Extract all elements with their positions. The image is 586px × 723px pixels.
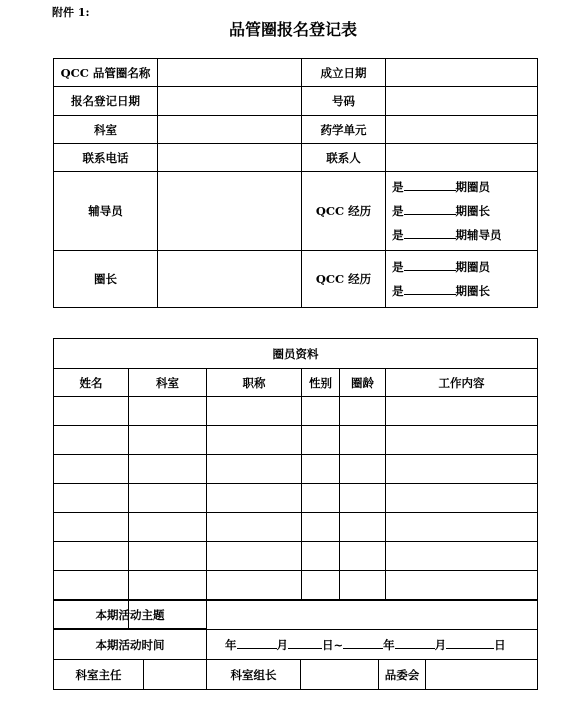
row-advisor (54, 172, 538, 251)
signoff-row (54, 660, 538, 690)
quality-committee-label: 品委会 (379, 660, 426, 690)
department-field[interactable] (158, 116, 302, 144)
advisor-exp-blank-3[interactable] (404, 228, 456, 239)
member-row (54, 426, 538, 455)
advisor-exp-line-3: 是 期辅导员 (392, 228, 502, 242)
basic-info-table (53, 58, 538, 308)
col-header-name: 姓名 (54, 369, 129, 397)
advisor-label: 辅导员 (54, 172, 158, 251)
leader-exp-line-1: 是 期圈员 (392, 260, 490, 274)
start-day-blank[interactable] (288, 638, 322, 649)
signoff-table (53, 659, 538, 690)
member-row (54, 513, 538, 542)
member-cell[interactable] (54, 397, 129, 426)
col-header-work-content: 工作内容 (386, 369, 538, 397)
member-cell[interactable] (207, 397, 302, 426)
col-header-gender: 性别 (302, 369, 340, 397)
activity-time-label: 本期活动时间 (54, 630, 207, 660)
register-date-label: 报名登记日期 (54, 87, 158, 116)
member-cell[interactable] (386, 455, 538, 484)
activity-time-field: 年 月 日~ 年 月 日 (207, 630, 538, 660)
member-cell[interactable] (302, 542, 340, 571)
qcc-name-label: QCC 品管圈名称 (54, 59, 158, 87)
dept-head-label: 科室主任 (54, 660, 144, 690)
members-section-row (54, 339, 538, 369)
register-date-field[interactable] (158, 87, 302, 116)
row-register-date (54, 87, 538, 116)
members-header-row (54, 369, 538, 397)
phone-label: 联系电话 (54, 144, 158, 172)
advisor-exp-blank-1[interactable] (404, 180, 456, 191)
member-cell[interactable] (386, 542, 538, 571)
member-cell[interactable] (207, 513, 302, 542)
leader-exp-blank-1[interactable] (404, 260, 456, 271)
col-header-title: 职称 (207, 369, 302, 397)
leader-experience (386, 251, 538, 308)
member-cell[interactable] (129, 397, 207, 426)
member-cell[interactable] (340, 571, 386, 600)
member-cell[interactable] (207, 426, 302, 455)
start-month-blank[interactable] (237, 638, 277, 649)
pharmacy-unit-field[interactable] (386, 116, 538, 144)
advisor-exp-line-1: 是 期圈员 (392, 180, 490, 194)
member-cell[interactable] (207, 484, 302, 513)
member-rows (54, 397, 538, 629)
member-cell[interactable] (302, 513, 340, 542)
member-cell[interactable] (129, 513, 207, 542)
member-cell[interactable] (386, 513, 538, 542)
member-row (54, 455, 538, 484)
member-cell[interactable] (54, 484, 129, 513)
member-cell[interactable] (340, 484, 386, 513)
member-cell[interactable] (129, 426, 207, 455)
advisor-exp-blank-2[interactable] (404, 204, 456, 215)
member-cell[interactable] (386, 484, 538, 513)
attachment-label: 附件 1: (52, 6, 90, 19)
founded-date-field[interactable] (386, 59, 538, 87)
leader-qcc-experience-label: QCC 经历 (302, 251, 386, 308)
member-cell[interactable] (302, 484, 340, 513)
member-row (54, 571, 538, 600)
member-cell[interactable] (386, 571, 538, 600)
member-cell[interactable] (302, 426, 340, 455)
advisor-experience (386, 172, 538, 251)
form-title: 品管圈报名登记表 (228, 20, 357, 39)
member-cell[interactable] (340, 455, 386, 484)
dept-group-leader-label: 科室组长 (207, 660, 301, 690)
end-year-blank[interactable] (343, 638, 383, 649)
row-department (54, 116, 538, 144)
member-cell[interactable] (207, 542, 302, 571)
dept-group-leader-field[interactable] (301, 660, 379, 690)
member-cell[interactable] (302, 455, 340, 484)
member-row (54, 484, 538, 513)
phone-field[interactable] (158, 144, 302, 172)
pharmacy-unit-label: 药学单元 (302, 116, 386, 144)
advisor-qcc-experience-label: QCC 经历 (302, 172, 386, 251)
member-cell[interactable] (207, 571, 302, 600)
member-cell[interactable] (54, 542, 129, 571)
row-leader (54, 251, 538, 308)
member-cell[interactable] (129, 571, 207, 600)
quality-committee-field[interactable] (426, 660, 538, 690)
member-cell[interactable] (54, 513, 129, 542)
col-header-department: 科室 (129, 369, 207, 397)
member-cell[interactable] (386, 397, 538, 426)
members-table (53, 338, 538, 629)
member-row (54, 397, 538, 426)
member-cell[interactable] (340, 542, 386, 571)
members-section-title: 圈员资料 (54, 339, 538, 369)
member-cell[interactable] (302, 571, 340, 600)
member-cell[interactable] (386, 426, 538, 455)
row-qcc-name (54, 59, 538, 87)
member-cell[interactable] (129, 455, 207, 484)
end-day-blank[interactable] (446, 638, 494, 649)
contact-field[interactable] (386, 144, 538, 172)
row-phone (54, 144, 538, 172)
member-cell[interactable] (129, 484, 207, 513)
member-cell[interactable] (207, 455, 302, 484)
contact-label: 联系人 (302, 144, 386, 172)
member-cell[interactable] (54, 571, 129, 600)
member-cell[interactable] (129, 542, 207, 571)
leader-exp-line-2: 是 期圈长 (392, 284, 490, 298)
advisor-field[interactable] (158, 172, 302, 251)
leader-exp-blank-2[interactable] (404, 284, 456, 295)
member-cell[interactable] (340, 513, 386, 542)
member-cell[interactable] (54, 426, 129, 455)
activity-theme-label: 本期活动主题 (54, 601, 207, 630)
col-header-circle-age: 圈龄 (340, 369, 386, 397)
number-field[interactable] (386, 87, 538, 116)
leader-label: 圈长 (54, 251, 158, 308)
member-cell[interactable] (302, 397, 340, 426)
member-row (54, 542, 538, 571)
member-cell[interactable] (54, 455, 129, 484)
advisor-exp-line-2: 是 期圈长 (392, 204, 490, 218)
number-label: 号码 (302, 87, 386, 116)
department-label: 科室 (54, 116, 158, 144)
member-cell[interactable] (340, 397, 386, 426)
activity-table (53, 600, 538, 660)
founded-date-label: 成立日期 (302, 59, 386, 87)
leader-field[interactable] (158, 251, 302, 308)
qcc-name-field[interactable] (158, 59, 302, 87)
activity-theme-row (54, 601, 538, 630)
activity-time-row (54, 630, 538, 660)
end-month-blank[interactable] (395, 638, 435, 649)
activity-theme-field[interactable] (207, 601, 538, 630)
member-cell[interactable] (340, 426, 386, 455)
dept-head-field[interactable] (144, 660, 207, 690)
